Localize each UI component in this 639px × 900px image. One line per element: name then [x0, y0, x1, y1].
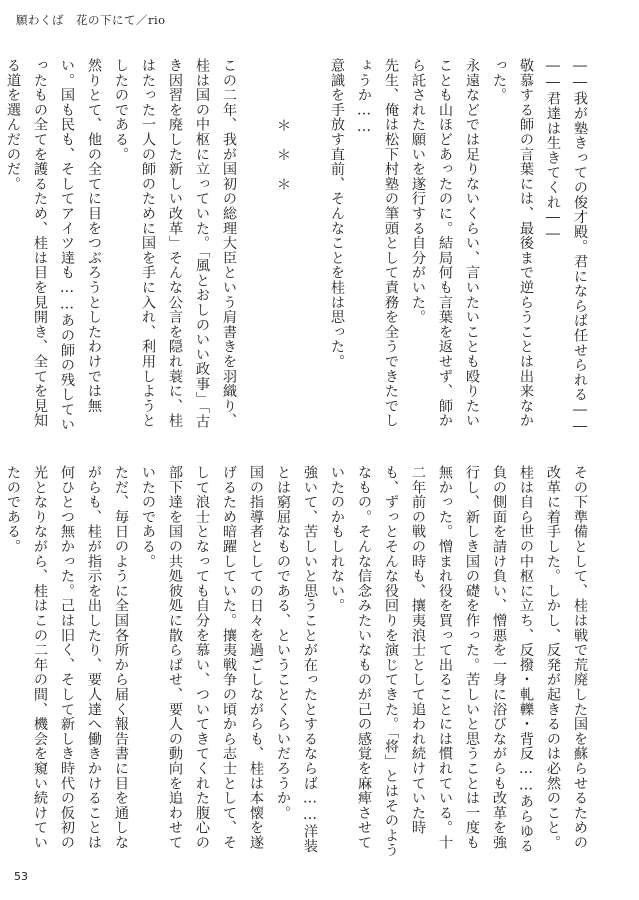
paragraph: 然りとて、他の全てに目をつぶろうとしたわけでは無い。国も民も、そしてアイツ達も……あの師の残していったもの全てを護るため、桂は目を見開き、全てを見知る道を選んだのだ。 — [5, 58, 102, 432]
blank-line — [242, 58, 269, 433]
lower-text-block — [0, 465, 593, 860]
paragraph: 永遠などでは足りないくらい、言いたいことも殴りたいことも山ほどあったのに。結局何も言葉を返せず、師から託された願いを遂行する自分がいた。 — [410, 58, 480, 428]
paragraph: その下準備として、桂は戦で荒廃した国を蘇らせるための改革に着手した。しかし、反発が起きるのは必然のこと。桂は自ら世の中枢に立ち、反撥・軋轢・背反……あらゆる負の側面を請け負い、憎悪を一身に浴びながらも改革を強行し、新しき国の礎を作った。苦しいと思うことは一度も無かった。憎まれ役を買って出ることには慣れている。十二年前の戦の時も、攘夷浪士として追われ続けていた時も、ずっとそんな役回りを演じてきた。「将」とはそのようなもの。そんな信念みたいなものが己の感覚を麻痺させていたのかもしれない。 — [329, 465, 588, 858]
paragraph: ――君達は生きてくれ―― — [545, 58, 561, 243]
running-header: 願わくば 花の下にて／rio — [16, 13, 166, 27]
paragraph: 強いて、苦しいと思うことが在ったとするならば……洋装とは窮屈なものである、ということくらいだろうか。 — [275, 465, 318, 854]
page-number: 53 — [14, 870, 28, 883]
paragraph: 先生、俺は松下村塾の筆頭として責務を全うできたでしょうか…… — [356, 58, 399, 428]
paragraph: 意識を手放す直前、そんなことを桂は思った。 — [329, 58, 345, 369]
paragraph: 国の指導者としての日々を過ごしながらも、桂は本懐を遂げるため暗躍していた。攘夷戦争の頃から志士として、そして浪士となっても自分を慕い、ついてきてくれた腹心の部下達を国の共処彼処に散らばせ、要人の動向を追わせていたのである。 — [140, 465, 264, 850]
blank-line — [296, 58, 323, 433]
paragraph: ただ、毎日のように全国各所から届く報告書に目を通しながらも、桂が指示を出したり、要人達へ働きかけることは何ひとつ無かった。己は旧く、そして新しき時代の仮初の光となりながら、桂はこの二年の間、機会を窺い続けていたのである。 — [5, 465, 129, 850]
paragraph: ――我が塾きっての俊才殿。君にならば任せられる―― — [572, 58, 588, 436]
section-break: ＊ ＊ ＊ — [275, 118, 291, 192]
upper-text-block — [0, 58, 593, 436]
paragraph: この二年、我が国初の総理大臣という肩書きを羽織り、桂は国の中枢に立っていた。「風とおしのいい政事」「古き因習を廃した新しい改革」そんな公言を隠れ蓑に、桂はたった一人の師のために国を手に入れ、利用しようとしたのである。 — [113, 58, 237, 429]
paragraph: 敬慕する師の言葉には、最後まで逆らうことは出来なかった。 — [491, 58, 534, 428]
